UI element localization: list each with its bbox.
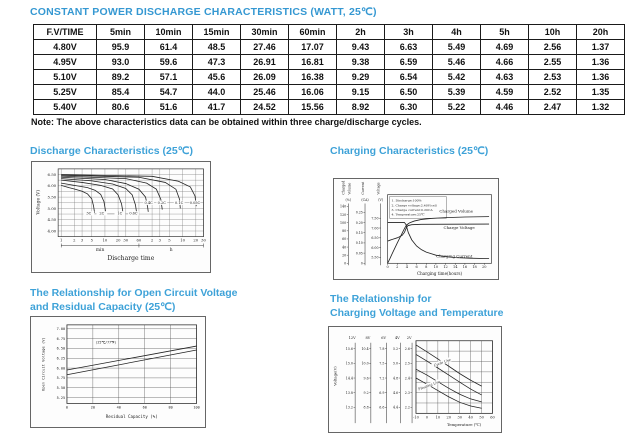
svg-text:0.10: 0.10 — [355, 241, 363, 246]
row-label-cell: 4.95V — [34, 55, 97, 70]
value-cell: 6.54 — [385, 70, 433, 85]
svg-text:30: 30 — [457, 415, 462, 420]
svg-text:2.4: 2.4 — [404, 376, 410, 381]
svg-text:6.75: 6.75 — [56, 336, 66, 341]
svg-text:140: 140 — [340, 204, 347, 209]
svg-text:5: 5 — [90, 238, 93, 243]
svg-text:0: 0 — [65, 405, 68, 410]
value-cell: 6.30 — [385, 100, 433, 115]
ocv-chart-figure — [30, 316, 206, 428]
row-label-cell: F.V/TIME — [34, 25, 97, 40]
svg-text:min: min — [95, 247, 105, 253]
table-row — [34, 40, 625, 55]
value-cell: 6.59 — [385, 55, 433, 70]
svg-text:13.8: 13.8 — [345, 391, 353, 396]
value-cell: 4.46 — [481, 100, 529, 115]
value-cell: 6.63 — [385, 40, 433, 55]
svg-text:4.50: 4.50 — [47, 217, 57, 223]
svg-text:30: 30 — [201, 238, 206, 243]
svg-text:5.75: 5.75 — [56, 376, 66, 381]
svg-text:0.20: 0.20 — [355, 220, 363, 225]
svg-text:9.2: 9.2 — [363, 391, 369, 396]
svg-text:60: 60 — [342, 237, 347, 242]
svg-text:18: 18 — [472, 265, 477, 270]
svg-text:6.6: 6.6 — [379, 405, 385, 410]
value-cell: 8.92 — [337, 100, 385, 115]
svg-text:Charge Voltage: Charge Voltage — [443, 225, 475, 230]
value-cell: 80.6 — [97, 100, 145, 115]
value-cell: 2.55 — [529, 55, 577, 70]
value-cell: 5.46 — [433, 55, 481, 70]
discharge-chart-figure — [31, 161, 211, 273]
svg-text:1: 1 — [60, 238, 63, 243]
value-cell: 16.81 — [289, 55, 337, 70]
value-cell: 60min — [289, 25, 337, 40]
row-label-cell: 4.80V — [34, 40, 97, 55]
chart-title-cvt-line2: Charging Voltage and Temperature — [330, 307, 504, 319]
value-cell: 5.49 — [433, 40, 481, 55]
svg-text:13.2: 13.2 — [345, 405, 353, 410]
svg-text:20: 20 — [193, 238, 199, 243]
value-cell: 2h — [337, 25, 385, 40]
svg-text:Charging Current: Charging Current — [436, 253, 473, 259]
svg-text:(V): (V) — [378, 198, 384, 203]
svg-text:10: 10 — [435, 415, 441, 420]
value-cell: 1.36 — [577, 55, 625, 70]
table-row — [34, 85, 625, 100]
value-cell: 20h — [577, 25, 625, 40]
svg-text:2V: 2V — [406, 335, 412, 340]
svg-text:(25℃/77℉): (25℃/77℉) — [95, 340, 117, 345]
svg-text:5.50: 5.50 — [47, 194, 57, 200]
svg-text:0: 0 — [344, 261, 347, 266]
value-cell: 93.0 — [97, 55, 145, 70]
chart-title-ocv-line2: and Residual Capacity (25℃) — [30, 301, 176, 313]
table-row — [34, 70, 625, 85]
value-cell: 41.7 — [193, 100, 241, 115]
svg-text:2.2: 2.2 — [404, 405, 410, 410]
svg-text:14: 14 — [452, 265, 458, 270]
svg-text:5.50: 5.50 — [371, 255, 379, 260]
svg-text:2C: 2C — [99, 211, 105, 216]
svg-text:40: 40 — [342, 245, 347, 250]
svg-text:0.05C: 0.05C — [189, 201, 201, 206]
svg-text:0.25: 0.25 — [355, 210, 363, 215]
svg-text:50: 50 — [479, 415, 484, 420]
svg-text:10.4: 10.4 — [361, 346, 369, 351]
svg-text:80: 80 — [168, 405, 173, 410]
value-cell: 45.6 — [193, 70, 241, 85]
table-note: Note: The above characteristics data can be obtained within three charge/discharge cycles. — [31, 117, 422, 127]
value-cell: 1.35 — [577, 85, 625, 100]
svg-text:8: 8 — [425, 265, 428, 270]
svg-text:0.2C: 0.2C — [157, 201, 166, 206]
svg-text:4.6: 4.6 — [392, 391, 399, 396]
svg-text:15.6: 15.6 — [345, 346, 353, 351]
svg-text:0.4C: 0.4C — [144, 201, 153, 206]
svg-text:80: 80 — [342, 229, 347, 234]
value-cell: 9.29 — [337, 70, 385, 85]
value-cell: 4.69 — [481, 40, 529, 55]
svg-text:2. Charge voltage:2.40V/cell: 2. Charge voltage:2.40V/cell — [391, 203, 437, 208]
row-label-cell: 5.25V — [34, 85, 97, 100]
discharge-table — [33, 24, 625, 115]
value-cell: 2.52 — [529, 85, 577, 100]
svg-text:Voltage(V): Voltage(V) — [333, 366, 338, 386]
svg-text:6V: 6V — [381, 335, 386, 340]
svg-text:0.15: 0.15 — [355, 231, 363, 235]
svg-text:Volume: Volume — [347, 182, 352, 195]
svg-text:0: 0 — [386, 265, 389, 270]
svg-text:10: 10 — [433, 265, 439, 270]
value-cell: 24.52 — [241, 100, 289, 115]
value-cell: 1.32 — [577, 100, 625, 115]
value-cell: 16.06 — [289, 85, 337, 100]
svg-text:20: 20 — [115, 238, 121, 243]
svg-text:20: 20 — [342, 253, 347, 258]
value-cell: 61.4 — [145, 40, 193, 55]
svg-text:2: 2 — [150, 238, 154, 243]
value-cell: 26.09 — [241, 70, 289, 85]
table-row — [34, 55, 625, 70]
value-cell: 4.66 — [481, 55, 529, 70]
svg-text:30: 30 — [123, 238, 129, 243]
value-cell: 95.9 — [97, 40, 145, 55]
value-cell: 15.56 — [289, 100, 337, 115]
svg-text:(%): (%) — [345, 198, 352, 203]
svg-text:0: 0 — [360, 261, 363, 266]
page-title: CONSTANT POWER DISCHARGE CHARACTERISTICS (WATT, 25℃) — [30, 6, 377, 18]
value-cell: 2.53 — [529, 70, 577, 85]
svg-text:4.8: 4.8 — [392, 376, 399, 381]
value-cell: 1.36 — [577, 70, 625, 85]
chart-title-ocv-line1: The Relationship for Open Circuit Voltage — [30, 287, 238, 299]
svg-text:Charged Volume: Charged Volume — [439, 208, 474, 214]
value-cell: 2.56 — [529, 40, 577, 55]
svg-text:Charged: Charged — [341, 180, 346, 195]
svg-text:12: 12 — [443, 265, 448, 270]
value-cell: 25.46 — [241, 85, 289, 100]
svg-text:7.50: 7.50 — [371, 216, 379, 221]
chart-title-cvt — [330, 292, 503, 320]
svg-text:12V: 12V — [348, 335, 356, 340]
value-cell: 48.5 — [193, 40, 241, 55]
svg-text:Voltage (V): Voltage (V) — [36, 189, 42, 215]
svg-text:6.00: 6.00 — [371, 245, 379, 250]
value-cell: 10min — [145, 25, 193, 40]
table-row — [34, 100, 625, 115]
value-cell: 5.42 — [433, 70, 481, 85]
svg-text:7.00: 7.00 — [371, 226, 379, 231]
value-cell: 27.46 — [241, 40, 289, 55]
value-cell: 51.6 — [145, 100, 193, 115]
value-cell: 10h — [529, 25, 577, 40]
svg-text:h: h — [169, 247, 173, 253]
value-cell: 57.1 — [145, 70, 193, 85]
value-cell: 4.63 — [481, 70, 529, 85]
svg-text:100: 100 — [193, 405, 200, 410]
svg-text:4. Temperature:25℃: 4. Temperature:25℃ — [391, 212, 425, 217]
value-cell: 5.39 — [433, 85, 481, 100]
svg-text:0: 0 — [425, 415, 429, 420]
cvt-chart-canvas — [329, 327, 501, 432]
svg-text:20: 20 — [90, 405, 95, 410]
svg-text:6.50: 6.50 — [56, 346, 66, 351]
discharge-chart-canvas — [32, 162, 210, 272]
svg-text:3: 3 — [80, 238, 84, 243]
svg-text:7.8: 7.8 — [379, 346, 385, 351]
svg-text:Discharge time: Discharge time — [107, 255, 155, 263]
value-cell: 5min — [97, 25, 145, 40]
svg-text:0.6C: 0.6C — [129, 211, 138, 216]
svg-text:6.50: 6.50 — [47, 171, 57, 177]
svg-text:6.50: 6.50 — [371, 236, 379, 241]
value-cell: 4h — [433, 25, 481, 40]
value-cell: 15min — [193, 25, 241, 40]
svg-text:20: 20 — [446, 415, 452, 420]
value-cell: 47.3 — [193, 55, 241, 70]
svg-text:7.2: 7.2 — [379, 376, 385, 381]
row-label-cell: 5.10V — [34, 70, 97, 85]
svg-text:-10: -10 — [413, 415, 419, 420]
value-cell: 85.4 — [97, 85, 145, 100]
svg-text:6.9: 6.9 — [379, 391, 385, 396]
svg-text:40: 40 — [116, 405, 121, 410]
svg-text:60: 60 — [142, 405, 147, 410]
svg-text:8V: 8V — [365, 335, 371, 340]
value-cell: 4.59 — [481, 85, 529, 100]
value-cell: 30min — [241, 25, 289, 40]
value-cell: 59.6 — [145, 55, 193, 70]
value-cell: 9.38 — [337, 55, 385, 70]
svg-text:Current: Current — [361, 181, 366, 195]
chart-title-ocv — [30, 286, 238, 314]
charging-chart-canvas — [334, 179, 498, 279]
chart-title-discharge: Discharge Characteristics (25℃) — [30, 145, 193, 157]
svg-text:Voltage: Voltage — [376, 182, 381, 195]
svg-text:120: 120 — [340, 212, 347, 217]
svg-text:2: 2 — [73, 238, 76, 243]
svg-text:2.6: 2.6 — [404, 346, 410, 351]
value-cell: 17.07 — [289, 40, 337, 55]
svg-text:60: 60 — [136, 238, 142, 243]
svg-text:5.00: 5.00 — [47, 205, 57, 211]
svg-text:5.0: 5.0 — [392, 361, 399, 366]
value-cell: 54.7 — [145, 85, 193, 100]
svg-text:5: 5 — [168, 238, 171, 243]
svg-text:Temperature (℃): Temperature (℃) — [446, 422, 482, 428]
svg-text:7.00: 7.00 — [56, 327, 66, 332]
value-cell: 6.50 — [385, 85, 433, 100]
svg-text:Residual Capacity (%): Residual Capacity (%) — [105, 414, 158, 420]
svg-text:3: 3 — [158, 238, 161, 243]
value-cell: 1.37 — [577, 40, 625, 55]
value-cell: 16.38 — [289, 70, 337, 85]
svg-text:5.25: 5.25 — [56, 395, 66, 400]
value-cell: 5.22 — [433, 100, 481, 115]
ocv-chart-canvas — [31, 317, 205, 427]
svg-text:1C: 1C — [117, 211, 123, 216]
chart-title-charging: Charging Characteristics (25℃) — [330, 145, 489, 157]
chart-title-cvt-line1: The Relationship for — [330, 293, 432, 305]
value-cell: 26.91 — [241, 55, 289, 70]
svg-text:6: 6 — [415, 265, 418, 270]
value-cell: 89.2 — [97, 70, 145, 85]
row-label-cell: 5.40V — [34, 100, 97, 115]
svg-text:6.00: 6.00 — [47, 183, 57, 189]
svg-text:40: 40 — [468, 415, 473, 420]
svg-text:14.4: 14.4 — [345, 376, 353, 381]
svg-text:4.4: 4.4 — [392, 405, 399, 410]
value-cell: 9.15 — [337, 85, 385, 100]
svg-text:2: 2 — [396, 265, 399, 270]
svg-text:Cycle Use: Cycle Use — [433, 357, 452, 368]
svg-text:9.6: 9.6 — [363, 376, 369, 381]
charging-chart-figure — [333, 178, 499, 280]
value-cell: 9.43 — [337, 40, 385, 55]
svg-text:5.2: 5.2 — [392, 346, 399, 351]
value-cell: 2.47 — [529, 100, 577, 115]
svg-text:5.50: 5.50 — [56, 385, 66, 390]
svg-text:10: 10 — [180, 238, 186, 243]
svg-text:(CA): (CA) — [361, 198, 369, 203]
svg-text:10.0: 10.0 — [361, 361, 369, 366]
svg-text:Open Circuit Voltage (V): Open Circuit Voltage (V) — [41, 337, 46, 392]
svg-text:8.8: 8.8 — [363, 405, 369, 410]
svg-text:10: 10 — [102, 238, 108, 243]
table-header-row — [34, 25, 625, 40]
svg-text:6.00: 6.00 — [56, 366, 66, 371]
svg-text:2.5: 2.5 — [404, 361, 410, 366]
svg-text:16: 16 — [462, 265, 468, 270]
svg-text:4.00: 4.00 — [47, 228, 57, 234]
svg-text:0.1C: 0.1C — [175, 201, 184, 206]
value-cell: 5h — [481, 25, 529, 40]
svg-text:100: 100 — [340, 220, 347, 225]
svg-text:4V: 4V — [394, 335, 400, 340]
svg-text:15.0: 15.0 — [345, 361, 353, 366]
svg-text:2.3: 2.3 — [404, 391, 410, 396]
svg-text:0.05: 0.05 — [355, 251, 363, 256]
svg-text:7.5: 7.5 — [379, 361, 385, 366]
svg-text:3. Charge current:0.20CA: 3. Charge current:0.20CA — [391, 207, 433, 212]
svg-text:3C: 3C — [86, 211, 92, 216]
svg-text:1. Discharge:100%: 1. Discharge:100% — [391, 198, 422, 203]
svg-text:Floating Use: Floating Use — [417, 379, 441, 392]
svg-text:6.25: 6.25 — [56, 356, 66, 361]
svg-text:Charging time(hours): Charging time(hours) — [416, 271, 463, 277]
svg-text:4: 4 — [405, 265, 409, 270]
svg-text:60: 60 — [490, 415, 495, 420]
value-cell: 44.0 — [193, 85, 241, 100]
svg-text:20: 20 — [481, 265, 487, 270]
cvt-chart-figure — [328, 326, 502, 433]
value-cell: 3h — [385, 25, 433, 40]
